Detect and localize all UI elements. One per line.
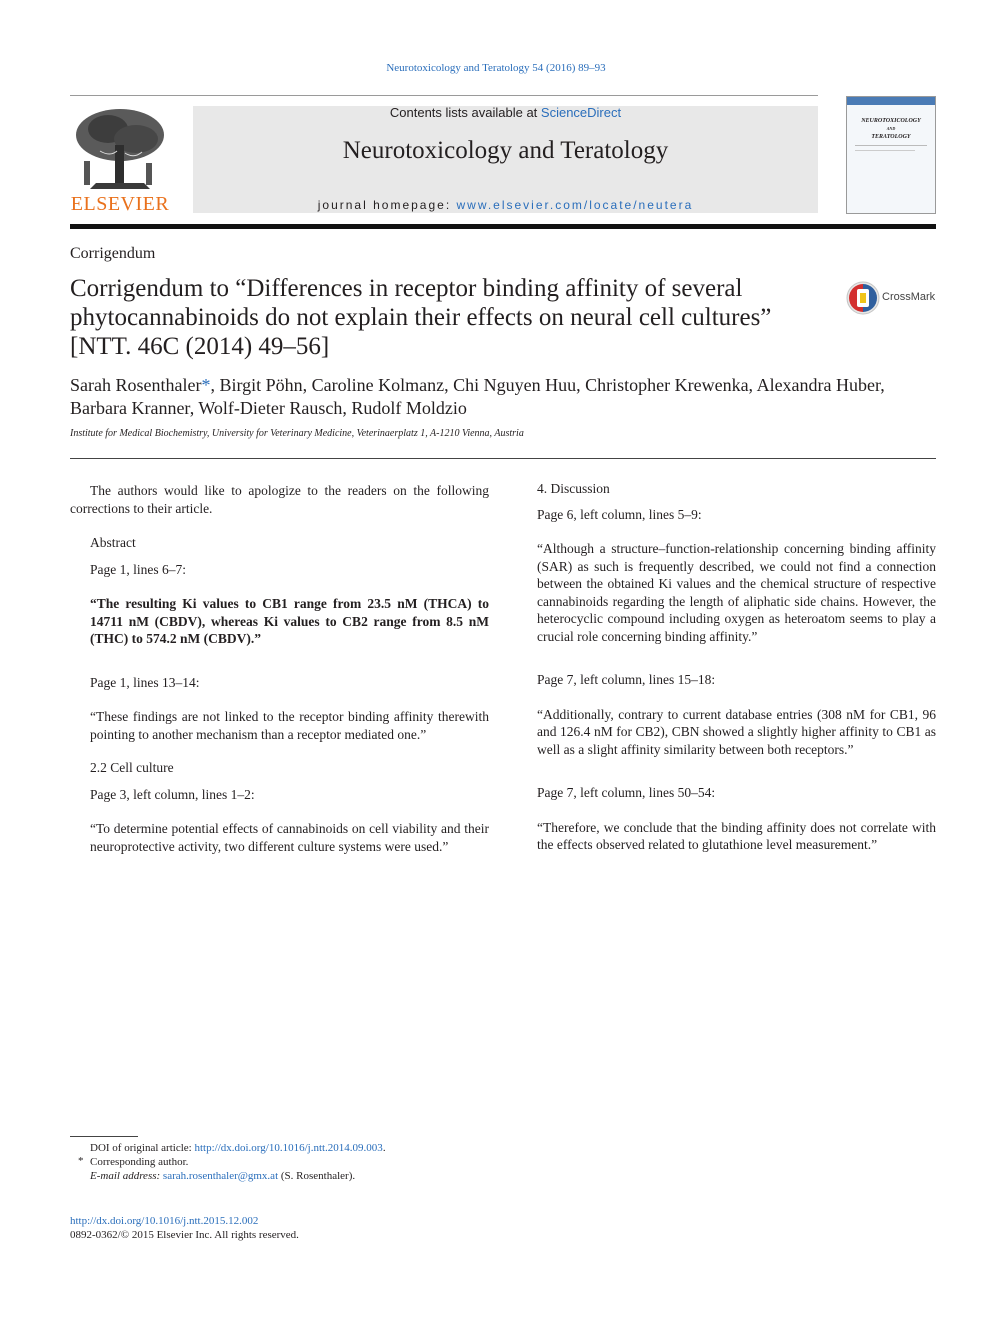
doi-label: DOI of original article:	[90, 1142, 195, 1154]
footnote-star: *	[78, 1155, 84, 1167]
correction-quote: “To determine potential effects of cannabinoids on cell viability and their neuroprotective activity, two different culture systems were used.”	[90, 821, 489, 854]
correction-location: Page 3, left column, lines 1–2:	[90, 786, 255, 802]
contents-prefix: Contents lists available at	[389, 105, 541, 120]
correction-quote: “Therefore, we conclude that the binding affinity does not correlate with the effects observed related to glutathione level measurement.”	[537, 819, 936, 852]
correction-location: Page 7, left column, lines 15–18:	[537, 672, 716, 687]
doi-end: .	[382, 1142, 386, 1154]
title-line: [NTT. 46C (2014) 49–56]	[70, 333, 330, 360]
email-footnote	[90, 1169, 355, 1183]
correction-location: Page 6, left column, lines 5–9:	[537, 506, 702, 522]
email-link[interactable]: sarah.rosenthaler@gmx.at	[162, 1170, 279, 1182]
journal-homepage	[193, 198, 818, 212]
email-label: E-mail address:	[90, 1170, 161, 1182]
crossmark-icon	[845, 280, 881, 316]
cover-title-line1: NEUROTOXICOLOGY	[861, 118, 921, 124]
authors-line: Barbara Kranner, Wolf-Dieter Rausch, Rudolf Moldzio	[70, 398, 467, 418]
elsevier-wordmark: ELSEVIER	[70, 193, 170, 215]
correction-quote: “The resulting Ki values to CB1 range from 23.5 nM (THCA) to 14711 nM (CBDV), whereas Ki values to CB2 range from 8.5 nM (THC) to 574.2 nM (CBDV).”	[90, 596, 489, 646]
homepage-link[interactable]: www.elsevier.com/locate/neutera	[456, 198, 694, 212]
correction-location: Page 1, lines 6–7:	[90, 561, 186, 577]
header-top-rule	[70, 95, 818, 96]
cell-culture-heading: 2.2 Cell culture	[90, 760, 174, 775]
article-title	[70, 274, 810, 361]
email-owner: (S. Rosenthaler).	[278, 1170, 356, 1182]
author-names: , Birgit Pöhn, Caroline Kolmanz, Chi Nguyen Huu, Christopher Krewenka, Alexandra Huber,	[210, 375, 885, 395]
corresponding-author-footnote: Corresponding author.	[90, 1156, 189, 1168]
crossmark-badge[interactable]	[845, 280, 940, 316]
header-thick-rule	[70, 224, 936, 229]
intro-paragraph: The authors would like to apologize to the readers on the following corrections to their article.	[70, 483, 489, 516]
corresponding-author-star[interactable]: *	[201, 375, 211, 395]
article-type: Corrigendum	[70, 245, 156, 262]
author-list	[70, 374, 940, 420]
author-name: Sarah Rosenthaler	[70, 375, 202, 395]
footnote-rule	[70, 1136, 138, 1137]
sciencedirect-link[interactable]: ScienceDirect	[540, 105, 622, 120]
crossmark-label: CrossMark	[882, 291, 936, 303]
abstract-heading: Abstract	[90, 535, 136, 550]
article-doi-link[interactable]: http://dx.doi.org/10.1016/j.ntt.2015.12.002	[70, 1215, 259, 1227]
correction-location: Page 7, left column, lines 50–54:	[537, 785, 716, 800]
section-rule	[70, 458, 936, 459]
original-doi-footnote	[90, 1141, 386, 1155]
homepage-label: journal homepage:	[317, 198, 457, 212]
copyright-notice: 0892-0362/© 2015 Elsevier Inc. All rights reserved.	[70, 1229, 299, 1241]
cover-rule	[855, 145, 927, 146]
cover-title-line3: TERATOLOGY	[871, 134, 911, 140]
correction-quote: “Although a structure–function-relationship concerning binding affinity (SAR) as such is frequently described, we could not find a connection between the obtained Ki values and the chemical structure of respective cannabinoids regarding the length of aliphatic side chains. However, the heterocyclic compound including oxygen as heteroatom seems to play a crucial role concerning binding affinity.”	[537, 541, 936, 644]
cover-top-bar	[847, 97, 935, 105]
left-column	[70, 482, 489, 855]
journal-name: Neurotoxicology and Teratology	[342, 137, 669, 164]
running-head[interactable]: Neurotoxicology and Teratology 54 (2016) 89–93	[386, 62, 606, 74]
cover-title	[849, 117, 933, 141]
right-column	[537, 480, 936, 854]
cover-rule	[855, 150, 915, 151]
correction-quote: “These findings are not linked to the receptor binding affinity therewith pointing to another mechanism than a receptor mediated one.”	[90, 709, 489, 742]
title-line: Corrigendum to “Differences in receptor binding affinity of several	[70, 275, 743, 302]
correction-location: Page 1, lines 13–14:	[90, 674, 200, 690]
original-doi-link[interactable]: http://dx.doi.org/10.1016/j.ntt.2014.09.003	[194, 1142, 383, 1154]
elsevier-logo[interactable]	[70, 105, 170, 215]
contents-line	[193, 105, 818, 120]
affiliation: Institute for Medical Biochemistry, University for Veterinary Medicine, Veterinaerplatz 1, A-1210 Vienna, Austria	[70, 428, 524, 439]
authors-line	[70, 374, 940, 397]
cover-title-line2: AND	[886, 126, 896, 131]
journal-cover-thumbnail[interactable]	[846, 96, 936, 214]
discussion-heading: 4. Discussion	[537, 481, 610, 496]
title-line: phytocannabinoids do not explain their effects on neural cell cultures”	[70, 304, 772, 331]
correction-quote: “Additionally, contrary to current database entries (308 nM for CB1, 96 and 126.4 nM for CB2), CBN showed a slightly higher affinity to CB1 as well as a slight affinity similarity between both receptors.”	[537, 706, 936, 757]
